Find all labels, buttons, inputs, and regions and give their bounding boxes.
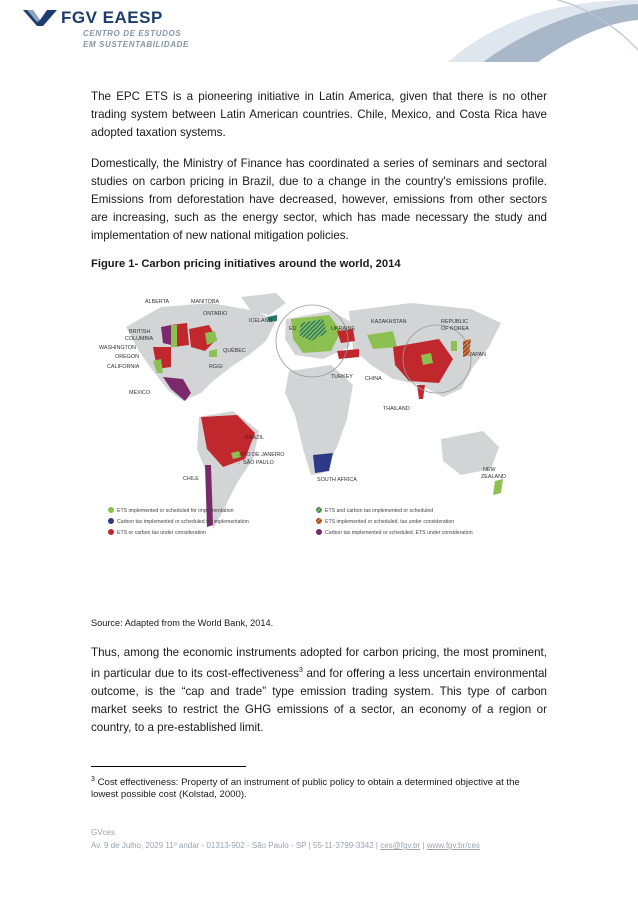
paragraph-3-text-a: Thus, among the economic instruments adopted for carbon pricing, the most prominent, in particular due to its cost-effectiveness — [91, 646, 547, 680]
region-alberta — [171, 325, 177, 347]
paragraph-3-text-b: and for offering a less uncertain environmental outcome, is the “cap and trade” type emission trading system. This type of carbon market seeks to restrict the GHG emissions of a sector, an economy of a region or country, to a pre-established limit. — [91, 666, 548, 734]
paragraph-3 — [91, 644, 547, 737]
label-british-columbia-2: COLUMBIA — [125, 336, 154, 342]
main-content — [91, 88, 547, 270]
brand-subtitle-1: CENTRO DE ESTUDOS — [83, 29, 182, 38]
label-korea-2: OF KOREA — [441, 326, 469, 332]
footnote-divider — [91, 766, 246, 767]
label-alberta: ALBERTA — [145, 299, 170, 305]
label-new-zealand-1: NEW — [483, 467, 496, 473]
page-header — [0, 0, 638, 62]
label-sao-paulo: SÃO PAULO — [243, 460, 274, 466]
label-quebec: QUÉBEC — [223, 348, 246, 354]
legend-swatch-under-consideration — [108, 529, 114, 535]
legend-label-carbon-tax: Carbon tax implemented or scheduled for implementation — [117, 519, 249, 525]
legend-swatch-ets-and-tax — [316, 507, 322, 513]
label-brazil: BRAZIL — [245, 435, 264, 441]
legend-label-ets: ETS implemented or scheduled for implementation — [117, 508, 234, 514]
label-chile: CHILE — [183, 476, 199, 482]
label-manitoba: MANITOBA — [191, 299, 220, 305]
footnote-text: Cost effectiveness: Property of an instrument of public policy to obtain a determined objective at the lowest possible cost (Kolstad, 2000). — [91, 777, 520, 801]
page-footer — [91, 826, 480, 852]
carbon-pricing-world-map — [91, 289, 547, 573]
footnote-number: 3 — [91, 776, 95, 783]
region-china-pilots — [421, 353, 433, 365]
label-south-africa: SOUTH AFRICA — [317, 477, 357, 483]
paragraph-2: Domestically, the Ministry of Finance has coordinated a series of seminars and sectoral studies on carbon pricing in Brazil, due to a change in the country's emissions profile. Emissions from deforestation have decreased, however, emissions from other sectors are increasing, such as the energy sector, which has made necessary the study and implementation of new national mitigation policies. — [91, 157, 547, 242]
footnote-reference[interactable]: 3 — [298, 667, 303, 674]
label-china: CHINA — [365, 376, 382, 382]
label-turkey: TURKEY — [331, 374, 353, 380]
label-kazakhstan: KAZAKHSTAN — [371, 319, 407, 325]
legend-swatch-ets-tax-considered — [316, 518, 322, 524]
legend-label-ets-tax-considered: ETS implemented or scheduled, tax under consideration — [325, 519, 455, 525]
figure-source: Source: Adapted from the World Bank, 2014. — [91, 618, 274, 628]
footer-org: GVces — [91, 828, 116, 837]
region-korea — [451, 341, 457, 351]
label-california: CALIFORNIA — [107, 364, 140, 370]
footer-email-link[interactable]: ces@fgv.br — [380, 841, 421, 850]
legend-label-under-consideration: ETS or carbon tax under consideration — [117, 530, 206, 536]
label-oregon: OREGON — [115, 354, 139, 360]
label-eu: EU — [289, 326, 297, 332]
legend-swatch-carbon-tax — [108, 518, 114, 524]
fgv-logo — [23, 6, 223, 56]
label-japan: JAPAN — [469, 352, 486, 358]
map-legend — [108, 507, 473, 536]
label-rggi: RGGI — [209, 364, 223, 370]
brand-subtitle-2: EM SUSTENTABILIDADE — [83, 40, 189, 49]
label-thailand: THAILAND — [383, 406, 410, 412]
label-ontario: ONTARIO — [203, 311, 228, 317]
footer-separator: | — [420, 841, 427, 850]
brand-name: FGV EAESP — [61, 8, 163, 27]
header-swoosh — [388, 0, 638, 62]
label-british-columbia-1: BRITISH — [129, 329, 151, 335]
label-korea-1: REPUBLIC — [441, 319, 468, 325]
legend-label-tax-ets-considered: Carbon tax implemented or scheduled, ETS under consideration — [325, 530, 473, 536]
label-ukraine: UKRAINE — [331, 326, 355, 332]
figure-title: Figure 1- Carbon pricing initiatives around the world, 2014 — [91, 258, 401, 270]
legend-label-ets-and-tax: ETS and carbon tax implemented or scheduled — [325, 508, 434, 514]
footer-address: Av. 9 de Julho, 2029 11º andar - 01313-902 - São Paulo - SP | 55-11-3799-3342 | — [91, 841, 381, 850]
label-new-zealand-2: ZEALAND — [481, 474, 506, 480]
region-new-zealand — [493, 479, 503, 495]
label-mexico: MEXICO — [129, 390, 151, 396]
label-rio: RIO DE JANEIRO — [241, 452, 285, 458]
legend-swatch-tax-ets-considered — [316, 529, 322, 535]
fgv-logo-icon — [23, 10, 57, 26]
legend-swatch-ets — [108, 507, 114, 513]
label-washington: WASHINGTON — [99, 345, 136, 351]
footer-website-link[interactable]: www.fgv.br/ces — [426, 841, 480, 850]
paragraph-1: The EPC ETS is a pioneering initiative in Latin America, given that there is no other trading system between Latin American countries. Chile, Mexico, and Costa Rica have adopted taxation systems. — [91, 90, 547, 139]
footer-contact — [91, 839, 480, 852]
footnote — [91, 774, 547, 801]
label-iceland: ICELAND — [249, 318, 273, 324]
region-south-africa — [313, 453, 333, 473]
